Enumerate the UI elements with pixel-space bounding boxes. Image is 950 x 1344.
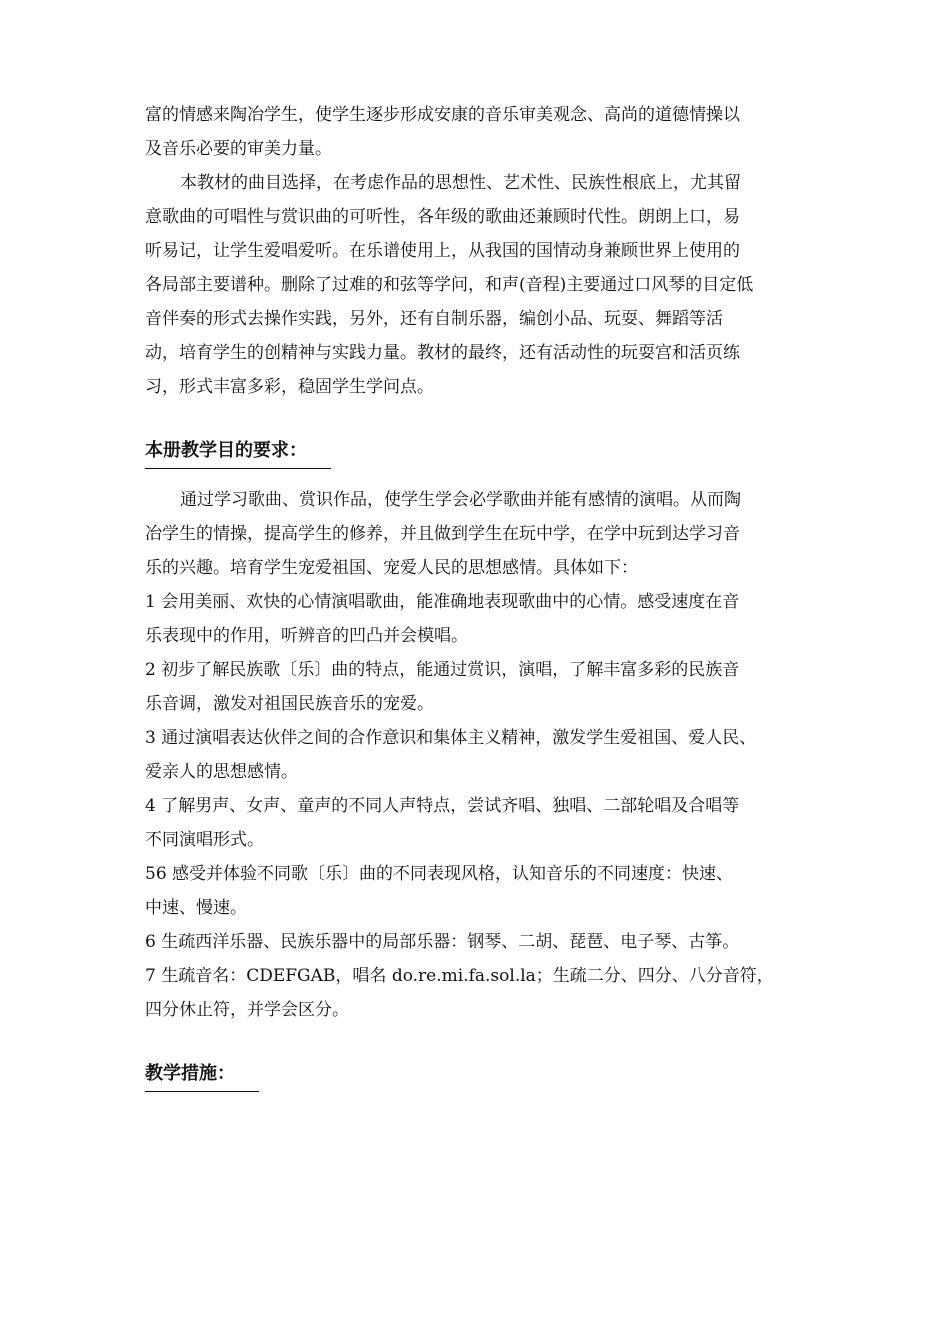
goals-intro-paragraph [145, 483, 815, 585]
text-line: 富的情感来陶冶学生，使学生逐步形成安康的音乐审美观念、高尚的道德情操以 [145, 105, 740, 125]
list-item: 7 生疏音名：CDEFGAB，唱名 do.re.mi.fa.sol.la；生疏二分、四分、八分音符， [145, 966, 774, 986]
text-line: 乐的兴趣。培育学生宠爱祖国、宠爱人民的思想感情。具体如下： [145, 558, 638, 578]
list-item: 乐表现中的作用，听辨音的凹凸并会模唱。 [145, 626, 468, 646]
list-item: 2 初步了解民族歌〔乐〕曲的特点，能通过赏识，演唱，了解丰富多彩的民族音 [145, 660, 740, 680]
list-item: 1 会用美丽、欢快的心情演唱歌曲，能准确地表现歌曲中的心情。感受速度在音 [145, 592, 740, 612]
text-line: 通过学习歌曲、赏识作品，使学生学会必学歌曲并能有感情的演唱。从而陶 [180, 490, 741, 510]
text-line: 习，形式丰富多彩，稳固学生学问点。 [145, 377, 434, 397]
text-line: 及音乐必要的审美力量。 [145, 139, 332, 159]
list-item: 中速、慢速。 [145, 898, 247, 918]
goals-heading: 本册教学目的要求： [145, 434, 331, 469]
text-line: 本教材的曲目选择，在考虑作品的思想性、艺术性、民族性根底上，尤其留 [180, 173, 741, 193]
list-item: 乐音调，激发对祖国民族音乐的宠爱。 [145, 694, 434, 714]
list-item: 爱亲人的思想感情。 [145, 762, 298, 782]
goals-list [145, 585, 815, 1027]
document-page [145, 98, 815, 1092]
text-line: 动，培育学生的创精神与实践力量。教材的最终，还有活动性的玩耍宫和活页练 [145, 343, 740, 363]
textbook-paragraph [145, 166, 815, 404]
text-line: 意歌曲的可唱性与赏识曲的可听性，各年级的歌曲还兼顾时代性。朗朗上口，易 [145, 207, 740, 227]
list-item: 不同演唱形式。 [145, 830, 264, 850]
list-item: 6 生疏西洋乐器、民族乐器中的局部乐器：钢琴、二胡、琵琶、电子琴、古筝。 [145, 932, 740, 952]
list-item: 56 感受并体验不同歌〔乐〕曲的不同表现风格，认知音乐的不同速度：快速、 [145, 864, 734, 884]
intro-paragraph [145, 98, 815, 166]
list-item: 3 通过演唱表达伙伴之间的合作意识和集体主义精神，激发学生爱祖国、爱人民、 [145, 728, 757, 748]
text-line: 听易记，让学生爱唱爱听。在乐谱使用上，从我国的国情动身兼顾世界上使用的 [145, 241, 740, 261]
list-item: 4 了解男声、女声、童声的不同人声特点，尝试齐唱、独唱、二部轮唱及合唱等 [145, 796, 740, 816]
list-item: 四分休止符，并学会区分。 [145, 1000, 349, 1020]
text-line: 音伴奏的形式去操作实践，另外，还有自制乐器，编创小品、玩耍、舞蹈等活 [145, 309, 723, 329]
measures-heading: 教学措施： [145, 1057, 259, 1092]
text-line: 各局部主要谱种。删除了过难的和弦等学问，和声(音程)主要通过口风琴的目定低 [145, 275, 754, 295]
text-line: 冶学生的情操，提高学生的修养，并且做到学生在玩中学，在学中玩到达学习音 [145, 524, 740, 544]
